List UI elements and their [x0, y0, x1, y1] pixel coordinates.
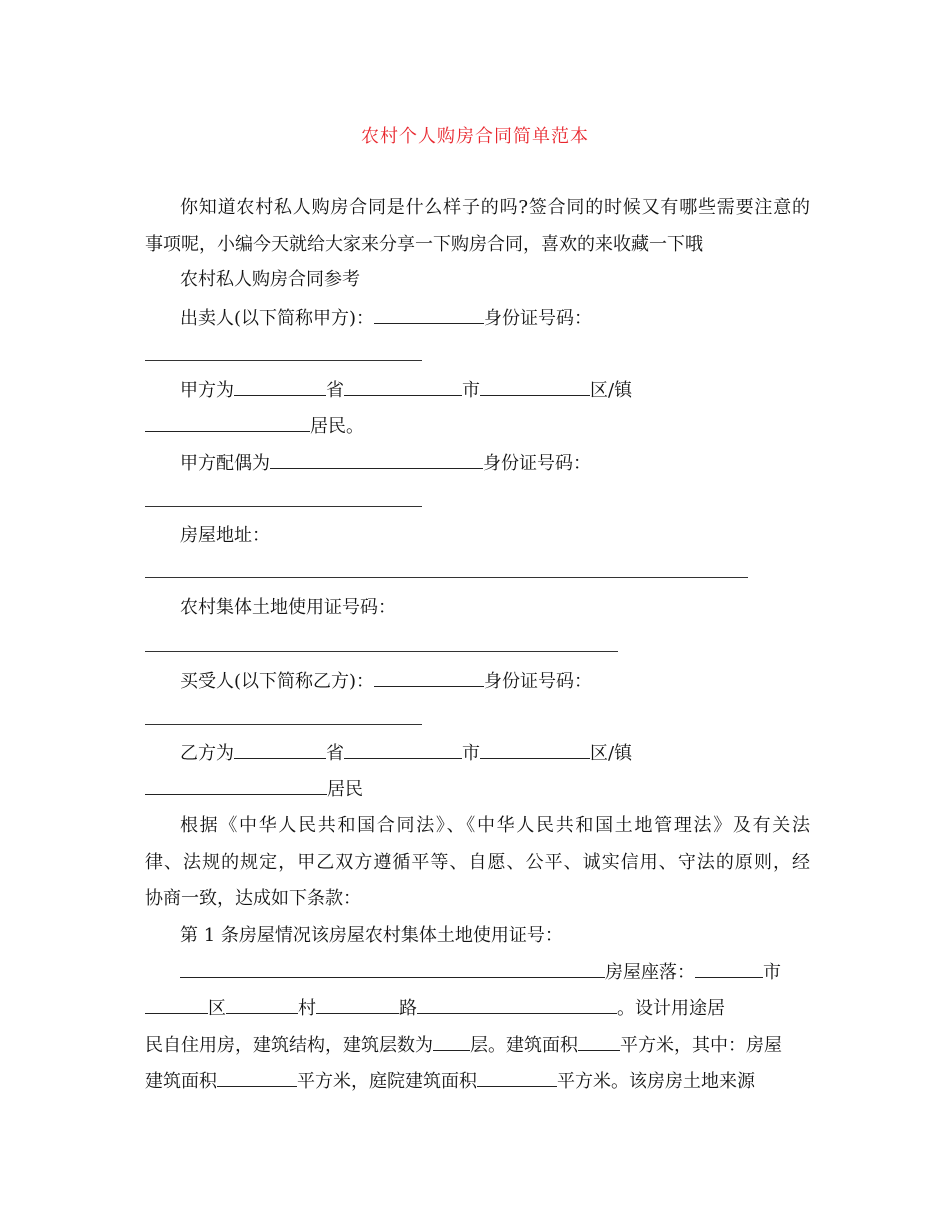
resident-b-line [145, 777, 810, 802]
b-city-blank [344, 741, 462, 759]
subtitle: 农村私人购房合同参考 [180, 269, 360, 290]
spouse-id-blank [145, 506, 422, 507]
b-province-blank [234, 741, 326, 759]
seller-id-label: 身份证号码： [484, 308, 593, 329]
basis-line-2: 律、法规的规定，甲乙双方遵循平等、自愿、公平、诚实信用、守法的原则，经 [145, 852, 810, 873]
seller-id-blank [145, 360, 422, 361]
resident-a-line [145, 414, 810, 439]
spouse-name-blank [270, 451, 483, 469]
loc-district-label: 区 [208, 998, 226, 1019]
seller-label: 出卖人(以下简称甲方)： [180, 308, 375, 329]
loc-number-blank [417, 996, 617, 1014]
loc-road-label: 路 [399, 998, 417, 1019]
resident-b-blank [145, 777, 327, 795]
usage-line [145, 1033, 810, 1058]
basis-line-1: 根据《中华人民共和国合同法》、《中华人民共和国土地管理法》及有关法 [180, 815, 810, 836]
loc-village-blank [226, 996, 298, 1014]
floors-blank [433, 1033, 470, 1051]
province-blank [234, 378, 326, 396]
buyer-id-blank [145, 724, 422, 725]
article-1: 第 1 条房屋情况该房屋农村集体土地使用证号： [180, 925, 563, 946]
buyer-name-blank [374, 669, 484, 687]
party-a-label: 甲方为 [180, 380, 234, 401]
yard-area-label: 平方米，庭院建筑面积 [297, 1071, 477, 1092]
address-label: 房屋地址： [180, 525, 270, 546]
loc-city-label: 市 [763, 962, 781, 983]
spouse-label: 甲方配偶为 [180, 453, 270, 474]
city-blank [344, 378, 462, 396]
buyer-line [180, 669, 810, 694]
build-area-label: 建筑面积 [145, 1071, 217, 1092]
intro-line-2: 事项呢，小编今天就给大家来分享一下购房合同，喜欢的来收藏一下哦 [145, 234, 703, 255]
yard-area-blank [477, 1069, 557, 1087]
resident-a-blank [145, 414, 310, 432]
party-a-line [180, 378, 810, 403]
land-source-label: 平方米。该房房土地来源 [557, 1071, 755, 1092]
basis-line-3: 协商一致，达成如下条款： [145, 888, 361, 909]
location-line [180, 960, 810, 985]
loc-village-label: 村 [298, 998, 316, 1019]
party-b-line [180, 741, 810, 766]
city-label: 市 [462, 380, 480, 401]
cert-number-blank [180, 960, 605, 978]
resident-b-label: 居民 [327, 779, 363, 800]
address-blank [145, 577, 748, 578]
b-district-label: 区/镇 [590, 743, 633, 764]
spouse-line [180, 451, 810, 476]
build-area-blank [217, 1069, 297, 1087]
floors-label: 层。建筑面积 [470, 1035, 578, 1056]
b-district-blank [480, 741, 590, 759]
seller-name-blank [374, 306, 484, 324]
area-line [145, 1069, 810, 1094]
buyer-label: 买受人(以下简称乙方)： [180, 671, 375, 692]
intro-line-1: 你知道农村私人购房合同是什么样子的吗?签合同的时候又有哪些需要注意的 [180, 197, 810, 218]
party-b-label: 乙方为 [180, 743, 234, 764]
loc-district-blank [145, 996, 208, 1014]
total-area-label: 平方米，其中：房屋 [620, 1035, 782, 1056]
loc-city-blank [695, 960, 763, 978]
spouse-id-label: 身份证号码： [483, 453, 591, 474]
address-detail-line [145, 996, 810, 1021]
district-blank [480, 378, 590, 396]
b-city-label: 市 [462, 743, 480, 764]
total-area-blank [578, 1033, 620, 1051]
page-title: 农村个人购房合同简单范本 [361, 126, 589, 147]
seller-line [180, 306, 810, 331]
resident-a-label: 居民。 [310, 416, 364, 437]
buyer-id-label: 身份证号码： [484, 671, 593, 692]
land-cert-blank [145, 651, 618, 652]
design-use-label: 。设计用途居 [617, 998, 725, 1019]
location-label: 房屋座落： [605, 962, 695, 983]
loc-road-blank [316, 996, 399, 1014]
self-use-label: 民自住用房，建筑结构，建筑层数为 [145, 1035, 433, 1056]
province-label: 省 [326, 380, 344, 401]
land-cert-label: 农村集体土地使用证号码： [180, 597, 396, 618]
district-label: 区/镇 [590, 380, 633, 401]
b-province-label: 省 [326, 743, 344, 764]
